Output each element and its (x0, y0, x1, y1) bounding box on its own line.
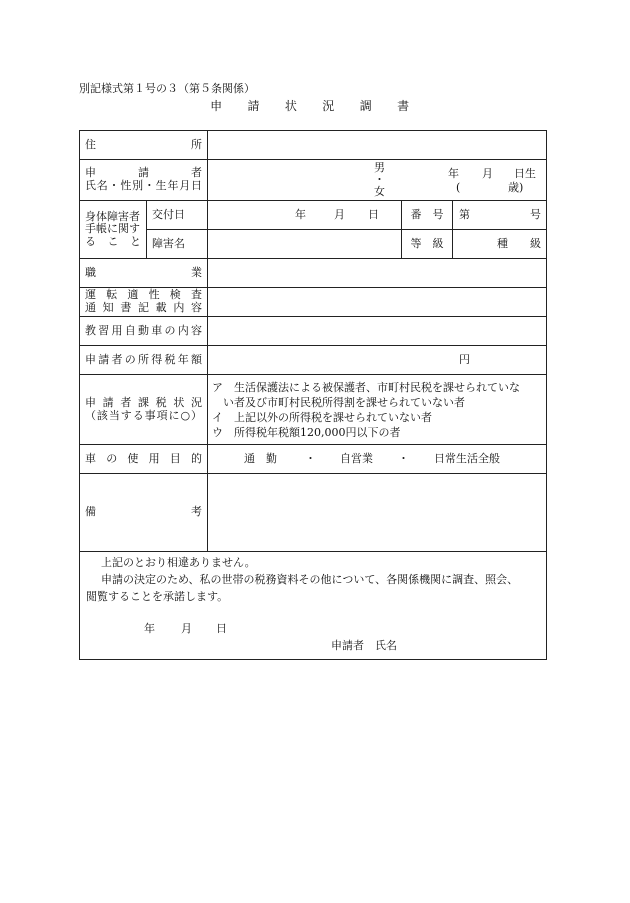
income-tax-label: 申請者の所得税年額 (85, 352, 202, 366)
disability-name-label: 障害名 (147, 230, 208, 259)
issue-date-label: 交付日 (147, 201, 208, 230)
declaration-line1: 上記のとおり相違ありません。 (101, 556, 256, 569)
occupation-field[interactable] (208, 259, 547, 288)
number-suffix: 号 (530, 208, 542, 221)
applicant-label-line2: 氏名・性別・生年月日 (85, 179, 202, 192)
declaration-month-label: 月 (181, 622, 192, 635)
number-label: 番 号 (402, 201, 453, 230)
tax-status-label-line2: （該当する事項に○） (85, 408, 202, 422)
training-vehicle-field[interactable] (208, 317, 547, 346)
number-field[interactable] (453, 201, 547, 230)
income-tax-row (80, 346, 547, 375)
handbook-row-1 (80, 201, 547, 230)
declaration-line2: 申請の決定のため、私の世帯の税務資料その他について、各関係機関に調査、照会、 (101, 573, 519, 586)
declaration-day-label: 日 (216, 622, 227, 635)
income-tax-field[interactable] (208, 346, 547, 375)
gender-male[interactable]: 男 (374, 161, 385, 174)
tax-option-b[interactable]: イ 上記以外の所得税を課せられていない者 (212, 410, 432, 424)
handbook-label-line3: る こ と (85, 234, 141, 248)
declaration-row (80, 552, 547, 660)
vehicle-purpose-field (208, 445, 547, 474)
handbook-label-line2: 手帳に関す (85, 222, 140, 236)
birth-year-label: 年 (448, 167, 459, 180)
age-open: ( (456, 181, 461, 194)
disability-name-field[interactable] (208, 230, 402, 259)
occupation-label: 職 業 (85, 265, 202, 279)
issue-month-label: 月 (334, 208, 345, 221)
purpose-separator-1: ・ (305, 452, 316, 465)
form-title: 申 請 状 況 調 書 (210, 99, 420, 113)
remarks-row (80, 474, 547, 552)
issue-day-label: 日 (368, 208, 379, 221)
tax-status-row (80, 375, 547, 445)
training-vehicle-label: 教習用自動車の内容 (85, 323, 202, 337)
tax-option-a-line2: い者及び市町村民税所得割を課せられていない者 (212, 395, 465, 409)
age-label: 歳) (508, 181, 524, 194)
number-prefix: 第 (459, 208, 470, 221)
purpose-separator-2: ・ (398, 452, 409, 465)
application-form-table (79, 130, 547, 660)
vehicle-purpose-row (80, 445, 547, 474)
remarks-label: 備 考 (85, 505, 202, 519)
declaration-year-label: 年 (144, 622, 155, 635)
issue-date-field[interactable] (208, 201, 402, 230)
purpose-commute[interactable]: 通 勤 (244, 452, 277, 465)
handbook-label-line1: 身体障害者 (85, 209, 140, 223)
remarks-field[interactable] (208, 474, 547, 552)
tax-status-label-line1: 申請者課税状況 (85, 395, 202, 409)
tax-option-a-line1: ア 生活保護法による被保護者、市町村民税を課せられていな (212, 380, 520, 394)
birth-month-label: 月 (482, 167, 493, 180)
signer-name-label: 申請者 氏名 (331, 639, 397, 652)
income-tax-unit: 円 (459, 353, 470, 366)
birth-day-label: 日生 (514, 167, 536, 180)
gender-separator: ・ (374, 173, 385, 186)
occupation-row (80, 259, 547, 288)
tax-option-c[interactable]: ウ 所得税年税額120,000円以下の者 (212, 425, 401, 439)
form-number: 別記様式第１号の３（第５条関係） (79, 82, 255, 95)
grade-type-field[interactable] (453, 230, 547, 259)
driving-test-row (80, 288, 547, 317)
applicant-row (80, 160, 547, 201)
vehicle-purpose-label: 車の使用目的 (85, 451, 202, 465)
issue-year-label: 年 (295, 208, 306, 221)
handbook-row-2 (80, 230, 547, 259)
driving-test-field[interactable] (208, 288, 547, 317)
tax-option-a[interactable] (212, 380, 541, 410)
grade-type-label: 種 級 (497, 236, 542, 250)
address-label: 住 所 (85, 137, 202, 151)
purpose-self-employed[interactable]: 自営業 (340, 452, 373, 465)
address-field[interactable] (208, 131, 547, 160)
gender-female[interactable]: 女 (374, 185, 385, 198)
grade-label: 等 級 (402, 230, 453, 259)
address-row (80, 131, 547, 160)
purpose-daily-life[interactable]: 日常生活全般 (434, 452, 500, 465)
applicant-field[interactable] (208, 160, 547, 201)
driving-test-label-line2: 通知書記載内容 (85, 301, 202, 314)
training-vehicle-row (80, 317, 547, 346)
applicant-label-line1: 申 請 者 (85, 166, 202, 180)
declaration-line3: 閲覧することを承諾します。 (86, 590, 229, 603)
driving-test-label-line1: 運転適性検査 (85, 288, 202, 302)
